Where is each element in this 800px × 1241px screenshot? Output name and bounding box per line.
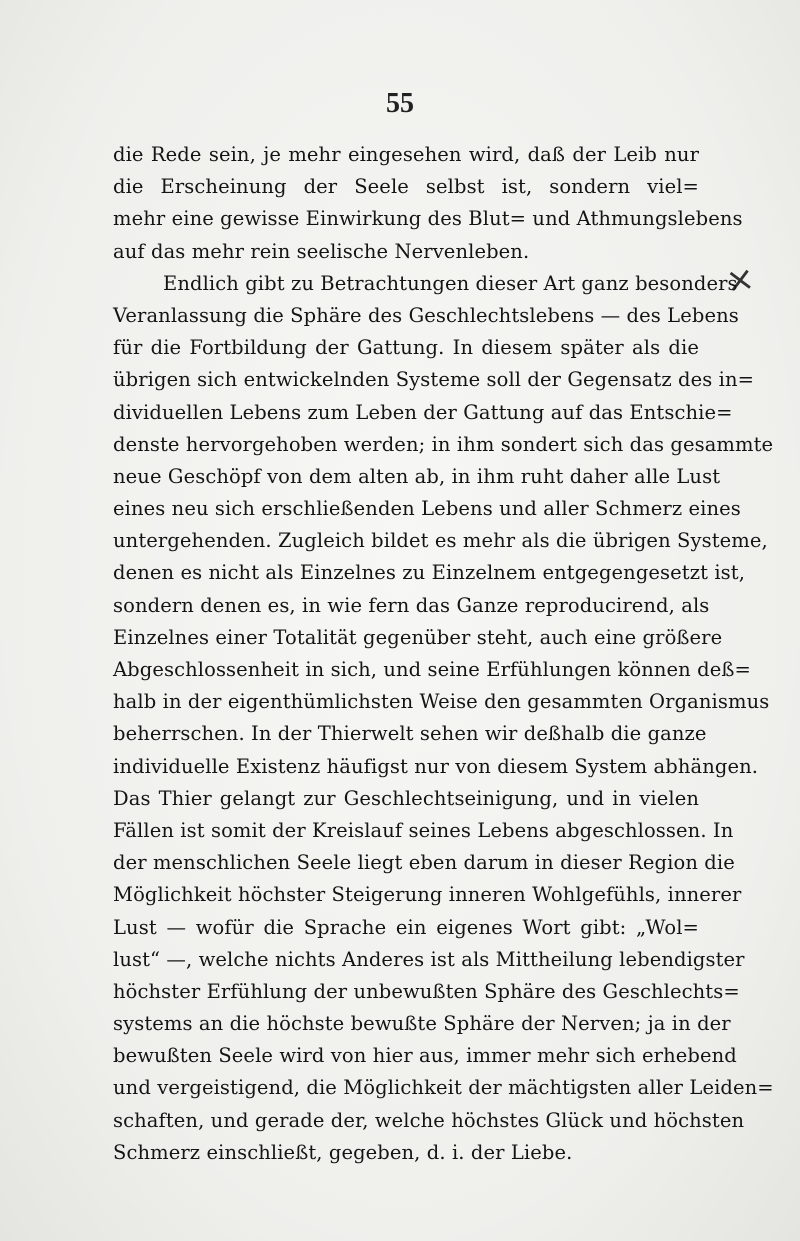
text-line: bewußten Seele wird von hier aus, immer mehr sich erhebend — [113, 1044, 737, 1068]
text-line: mehr eine gewisse Einwirkung des Blut= und Athmungslebens — [113, 207, 743, 231]
text-line: Fällen ist somit der Kreislauf seines Lebens abgeschlossen. In — [113, 818, 734, 842]
page-number: 55 — [386, 88, 414, 119]
text-line: denen es nicht als Einzelnes zu Einzelnem entgegengesetzt ist, — [113, 561, 746, 585]
text-line: eines neu sich erschließenden Lebens und aller Schmerz eines — [113, 497, 741, 521]
text-line: individuelle Existenz häufigst nur von diesem System abhängen. — [113, 754, 759, 778]
body-text — [113, 139, 774, 1169]
text-line: für die Fortbildung der Gattung. In diesem später als die — [113, 336, 699, 360]
text-line: Einzelnes einer Totalität gegenüber steht, auch eine größere — [113, 625, 723, 649]
text-line: systems an die höchste bewußte Sphäre der Nerven; ja in der — [113, 1012, 731, 1036]
text-line: denste hervorgehoben werden; in ihm sondert sich das gesammte — [113, 432, 774, 456]
text-line: Abgeschlossenheit in sich, und seine Erfühlungen können deß= — [113, 658, 751, 681]
margin-mark: × — [723, 258, 758, 302]
text-line: halb in der eigenthümlichsten Weise den gesammten Organismus — [113, 690, 770, 714]
text-line: sondern denen es, in wie fern das Ganze reproducirend, als — [113, 593, 710, 617]
text-line: auf das mehr rein seelische Nervenleben. — [113, 239, 530, 263]
text-line: lust“ —, welche nichts Anderes ist als Mittheilung lebendigster — [113, 947, 745, 971]
text-line: übrigen sich entwickelnden Systeme soll der Gegensatz des in= — [113, 368, 755, 392]
text-line: beherrschen. In der Thierwelt sehen wir deßhalb die ganze — [113, 722, 707, 746]
text-line: der menschlichen Seele liegt eben darum in dieser Region die — [113, 851, 735, 875]
text-line: die Erscheinung der Seele selbst ist, sondern viel= — [113, 175, 699, 199]
text-line: und vergeistigend, die Möglichkeit der mächtigsten aller Leiden= — [113, 1076, 774, 1100]
text-line: untergehenden. Zugleich bildet es mehr als die übrigen Systeme, — [113, 529, 768, 553]
text-line: Lust — wofür die Sprache ein eigenes Wort gibt: „Wol= — [113, 915, 699, 939]
text-line: dividuellen Lebens zum Leben der Gattung auf das Entschie= — [113, 400, 733, 424]
text-line: Veranlassung die Sphäre des Geschlechtslebens — des Lebens — [113, 303, 739, 327]
text-line: Endlich gibt zu Betrachtungen dieser Art ganz besonders — [163, 271, 738, 295]
text-line: schaften, und gerade der, welche höchstes Glück und höchsten — [113, 1108, 745, 1132]
text-line: Möglichkeit höchster Steigerung inneren Wohlgefühls, innerer — [113, 883, 742, 907]
text-line: die Rede sein, je mehr eingesehen wird, daß der Leib nur — [113, 143, 699, 166]
text-line: Das Thier gelangt zur Geschlechtseinigung, und in vielen — [113, 786, 699, 810]
text-line: Schmerz einschließt, gegeben, d. i. der Liebe. — [113, 1140, 573, 1164]
text-line: höchster Erfühlung der unbewußten Sphäre des Geschlechts= — [113, 979, 740, 1003]
text-line: neue Geschöpf von dem alten ab, in ihm ruht daher alle Lust — [113, 464, 721, 488]
